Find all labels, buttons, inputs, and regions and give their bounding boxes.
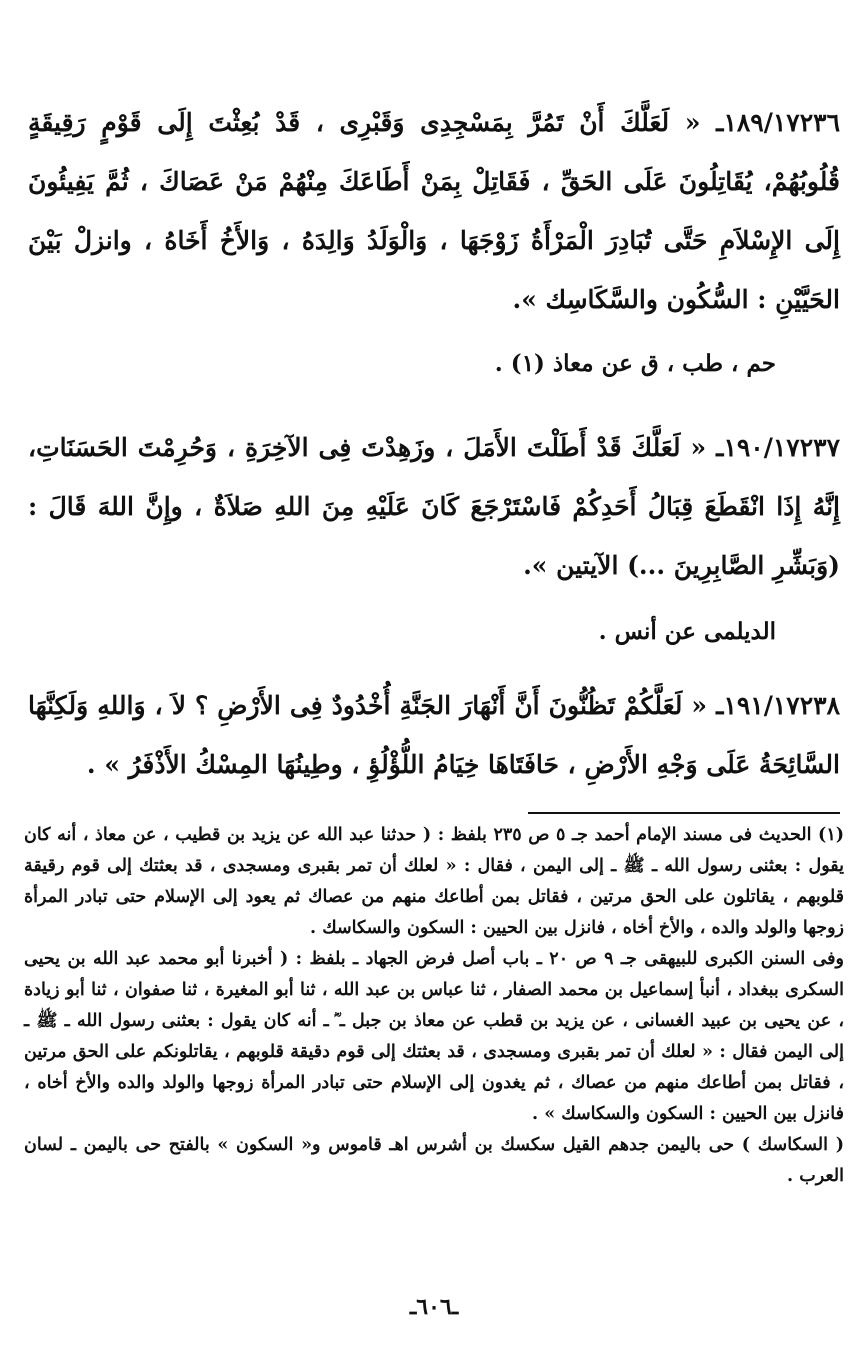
hadith-191-text: ١٩١/١٧٢٣٨ـ « لَعَلَّكُمْ تَظُنُّونَ أَنَّ أَنْهَارَ الجَنَّةِ أُخْدُودٌ فِى الأَرْضِ ؟ لاَ ، وَاللهِ وَلَكِنَّهَا السَّائِحَةُ عَلَى وَجْهِ الأَرْضِ ، حَافَتَاهَا خِيَامُ اللُّؤْلُؤِ ، وطِينُهَا المِسْكُ الأَذْفَرُ » . <box>28 691 840 779</box>
page-number: ـ٦٠٦ـ <box>409 1294 459 1320</box>
footnote-divider <box>528 812 840 814</box>
footnote-1: (١) الحديث فى مسند الإمام أحمد جـ ٥ ص ٢٣٥ بلفظ : ( حدثنا عبد الله عن يزيد بن قطيب ، عن معاذ ، أنه كان يقول : بعثنى رسول الله ـ ﷺ ـ إلى اليمن ، فقال : « لعلك أن تمر بقبرى ومسجدى ، قد بعثتك إلى قوم رقيقة قلوبهم ، يقاتلون على الحق مرتين ، فقاتل بمن أطاعك منهم من عصاك ثم يعود إلى الإسلام حتى تبادر المرأة زوجها والولد والده ، والأخ أخاه ، فانزل بين الحيين : السكون والسكاسك . <box>24 825 845 938</box>
footnote-3: ( السكاسك ) حى باليمن جدهم القيل سكسك بن أشرس اهـ قاموس و« السكون » بالفتح حى باليمن ـ لسان العرب . <box>24 1135 844 1186</box>
footnote-2: وفى السنن الكبرى للبيهقى جـ ٩ ص ٢٠ ـ باب أصل فرض الجهاد ـ بلفظ : ( أخبرنا أبو محمد عبد الله بن يحيى السكرى ببغداد ، أنبأ إسماعيل بن محمد الصفار ، ثنا عباس بن عبد الله ، ثنا أبو المغيرة ، ثنا صفوان ، ثنا أبو زيادة ، عن يحيى بن عبيد الغسانى ، عن يزيد بن قطب عن معاذ بن جبل ـ ؓ ـ أنه كان يقول : بعثنى رسول الله ـ ﷺ ـ إلى اليمن فقال : « لعلك أن تمر بقبرى ومسجدى ، قد بعثتك إلى قوم دقيقة قلوبهم ، يقاتلونكم على الحق مرتين ، فقاتل بمن أطاعك منهم من عصاك ، ثم يغدون إلى الإسلام حتى تبادر المرأة زوجها والولد والده والأخ أخاه ، فانزل بين الحيين : السكون والسكاسك » . <box>24 949 844 1124</box>
hadith-190-source: الديلمى عن أنس . <box>598 618 776 645</box>
hadith-190-text: ١٩٠/١٧٢٣٧ـ « لَعَلَّكَ قَدْ أَطَلْتَ الأَمَلَ ، وزَهِدْتَ فِى الآخِرَةِ ، وَحُرِمْتَ الحَسَنَاتِ، إِنَّهُ إِذَا انْقَطَعَ قِبَالُ أَحَدِكُمْ فَاسْتَرْجَعَ كَانَ عَلَيْهِ مِنَ اللهِ صَلاَةٌ ، وإِنَّ اللهَ قَالَ : (وَبَشِّرِ الصَّابِرِينَ ...) الآيتين ». <box>28 433 840 580</box>
hadith-189-source: حم ، طب ، ق عن معاذ (١) . <box>494 350 776 377</box>
footnotes <box>24 820 844 1192</box>
hadith-189-text: ١٨٩/١٧٢٣٦ـ « لَعَلَّكَ أَنْ تَمُرَّ بِمَسْجِدِى وَقَبْرِى ، قَدْ بُعِثْتَ إِلَى قَوْمٍ رَقِيقَةٍ قُلُوبُهُمْ، يُقَاتِلُونَ عَلَى الحَقِّ ، فَقَاتِلْ بِمَنْ أَطَاعَكَ مِنْهُمْ مَنْ عَصَاكَ ، ثُمَّ يَفِيئُونَ إِلَى الإِسْلاَمِ حَتَّى تُبَادِرَ الْمَرْأَةُ زَوْجَهَا ، وَالْوَلَدُ وَالِدَهُ ، وَالأَخُ أَخَاهُ ، وانزلْ بَيْنَ الحَيَّيْنِ : السُّكُون والسَّكَاسِك ». <box>28 108 840 314</box>
